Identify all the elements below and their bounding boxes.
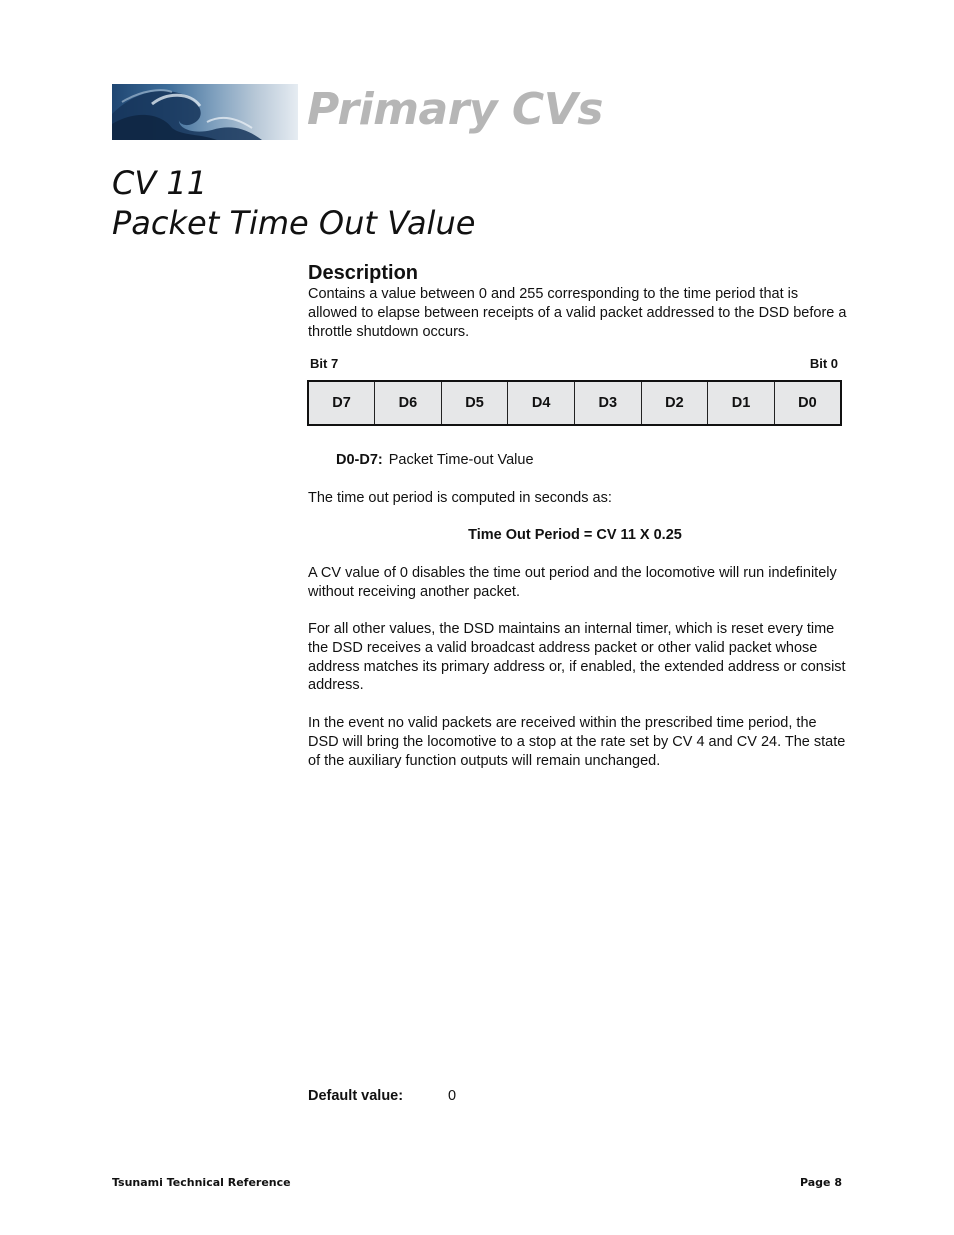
bit-cell: D0	[774, 381, 841, 425]
footer-title: Tsunami Technical Reference	[112, 1176, 291, 1189]
description-block	[308, 261, 848, 341]
bit-definition-value: Packet Time-out Value	[388, 452, 534, 468]
bit-cell: D5	[441, 381, 508, 425]
bit-table	[307, 380, 842, 426]
bit-cell: D1	[708, 381, 775, 425]
cv-number: CV 11	[112, 164, 208, 202]
bit-cell: D2	[641, 381, 708, 425]
wave-image	[112, 84, 298, 140]
section-title: Primary CVs	[307, 84, 603, 135]
bit-definition-key: D0-D7:	[336, 452, 383, 468]
cv-name: Packet Time Out Value	[112, 204, 476, 242]
body-paragraph-1: A CV value of 0 disables the time out period and the locomotive will run indefinitely without receiving another packet.	[308, 565, 837, 600]
cv-title	[112, 163, 475, 243]
bit-cell: D6	[375, 381, 442, 425]
body-intro: The time out period is computed in seconds as:	[308, 490, 612, 506]
bit-labels	[310, 356, 838, 372]
page-number: Page 8	[799, 1176, 842, 1189]
bit-cell: D7	[308, 381, 375, 425]
default-value-number: 0	[448, 1088, 457, 1104]
bit-row	[308, 381, 841, 425]
bit-cell: D4	[508, 381, 575, 425]
bit-left-label: Bit 7	[310, 356, 339, 371]
default-value-label: Default value:	[308, 1088, 404, 1104]
default-value	[308, 1088, 456, 1104]
bit-cell: D3	[575, 381, 642, 425]
description-heading: Description	[308, 262, 419, 284]
body-paragraph-2: For all other values, the DSD maintains an internal timer, which is reset every time the DSD receives a valid broadcast address packet or other valid packet whose address matches its primary address or, if enabled, the extended address or consist address.	[308, 621, 846, 694]
description-text: Contains a value between 0 and 255 corresponding to the time period that is allowed to elapse between receipts of a valid packet addressed to the DSD before a throttle shutdown occurs.	[308, 286, 847, 340]
bit-definition	[336, 452, 534, 468]
wave-icon	[112, 84, 298, 140]
bit-right-label: Bit 0	[809, 356, 838, 371]
formula: Time Out Period = CV 11 X 0.25	[468, 527, 682, 543]
body-paragraph-3: In the event no valid packets are received within the prescribed time period, the DSD will bring the locomotive to a stop at the rate set by CV 4 and CV 24. The state of the auxiliary function outputs will remain unchanged.	[308, 715, 846, 769]
